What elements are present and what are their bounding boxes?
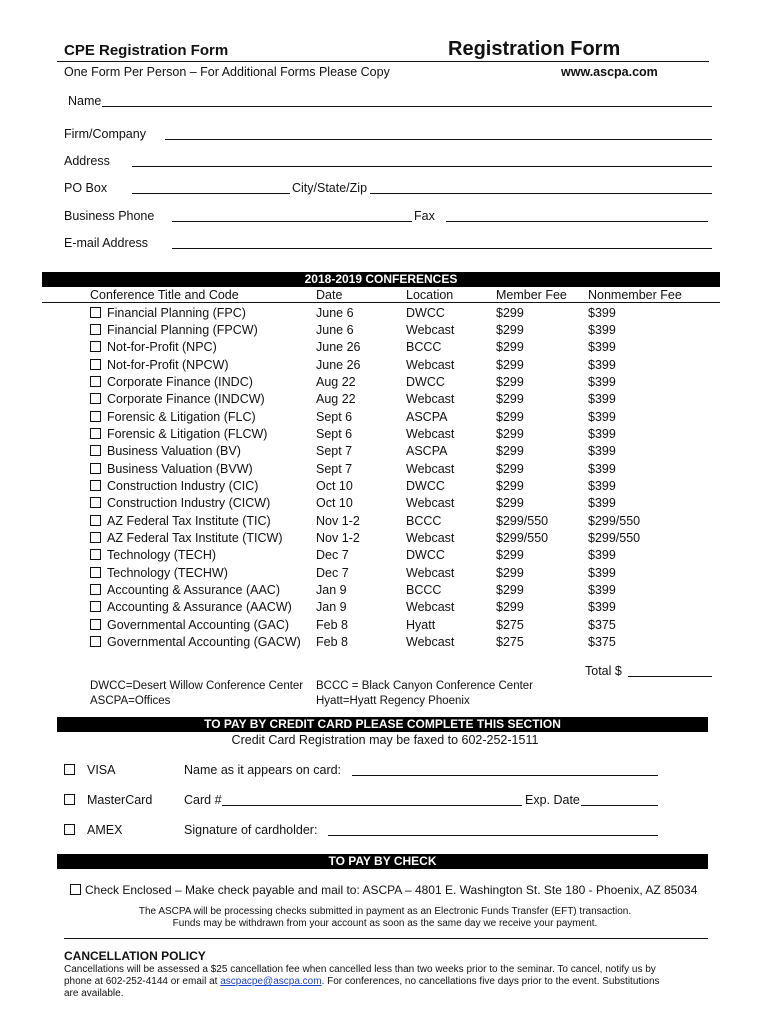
conference-row bbox=[0, 513, 770, 530]
firm-field[interactable] bbox=[165, 139, 712, 140]
conference-checkbox[interactable] bbox=[90, 480, 101, 491]
conference-checkbox[interactable] bbox=[90, 376, 101, 387]
conference-title bbox=[90, 617, 289, 634]
conference-checkbox[interactable] bbox=[90, 532, 101, 543]
fax-note: Credit Card Registration may be faxed to 602-252-1511 bbox=[231, 733, 539, 747]
member-fee: $299 bbox=[496, 340, 524, 355]
conference-title-text: Financial Planning (FPCW) bbox=[107, 322, 258, 337]
conference-date: Jan 9 bbox=[316, 583, 347, 598]
visa-label: VISA bbox=[87, 763, 116, 777]
conference-title bbox=[90, 513, 271, 530]
nonmember-fee: $399 bbox=[588, 461, 616, 476]
conference-title-text: Corporate Finance (INDCW) bbox=[107, 392, 265, 407]
nonmember-fee: $399 bbox=[588, 479, 616, 493]
member-fee: $275 bbox=[496, 635, 524, 650]
eft-note-2: Funds may be withdrawn from your account as soon as the same day we receive your payment. bbox=[172, 918, 598, 929]
conference-date: Oct 10 bbox=[316, 479, 353, 493]
nonmember-fee: $399 bbox=[588, 444, 616, 459]
conference-title-text: Governmental Accounting (GACW) bbox=[107, 635, 301, 650]
conference-row bbox=[0, 391, 770, 408]
col-title: Conference Title and Code bbox=[90, 288, 239, 302]
conference-date: Oct 10 bbox=[316, 496, 353, 511]
conference-row bbox=[0, 461, 770, 478]
conference-title bbox=[90, 391, 265, 408]
conference-date: Nov 1-2 bbox=[316, 513, 360, 528]
conference-checkbox[interactable] bbox=[90, 393, 101, 404]
conference-row bbox=[0, 339, 770, 356]
conference-checkbox[interactable] bbox=[90, 549, 101, 560]
conference-date: Aug 22 bbox=[316, 374, 356, 389]
conference-checkbox[interactable] bbox=[90, 619, 101, 630]
nonmember-fee: $299/550 bbox=[588, 531, 641, 546]
col-member-fee: Member Fee bbox=[496, 288, 567, 302]
conferences-header-bar: 2018-2019 CONFERENCES bbox=[42, 272, 720, 287]
nonmember-fee: $399 bbox=[588, 600, 616, 615]
nonmember-fee: $399 bbox=[588, 305, 616, 320]
conference-row bbox=[0, 374, 770, 391]
member-fee: $299 bbox=[496, 479, 524, 493]
legend-ascpa: ASCPA=Offices bbox=[90, 695, 171, 707]
conference-checkbox[interactable] bbox=[90, 324, 101, 335]
conference-location: BCCC bbox=[406, 513, 442, 528]
member-fee: $299 bbox=[496, 426, 524, 441]
conference-title bbox=[90, 582, 280, 599]
check-enclosed-checkbox[interactable] bbox=[70, 884, 81, 895]
eft-note-1: The ASCPA will be processing checks submitted in payment as an Electronic Funds Transfer (EFT) transaction. bbox=[138, 906, 632, 917]
nonmember-fee: $399 bbox=[588, 340, 616, 355]
conference-date: Jan 9 bbox=[316, 600, 347, 615]
conference-title-text: Not-for-Profit (NPC) bbox=[107, 340, 217, 355]
conference-header-rule bbox=[42, 302, 720, 303]
check-enclosed-option[interactable] bbox=[70, 883, 697, 897]
address-label: Address bbox=[64, 154, 110, 168]
city-state-zip-label: City/State/Zip bbox=[292, 181, 368, 195]
conference-row bbox=[0, 426, 770, 443]
conference-row bbox=[0, 582, 770, 599]
conference-location: ASCPA bbox=[406, 409, 448, 424]
conference-date: June 6 bbox=[316, 305, 354, 320]
conference-title bbox=[90, 443, 241, 460]
conference-date: Dec 7 bbox=[316, 565, 349, 580]
conference-title-text: Forensic & Litigation (FLC) bbox=[107, 409, 256, 424]
conference-title bbox=[90, 478, 258, 495]
name-label: Name bbox=[68, 94, 102, 108]
conference-date: Sept 6 bbox=[316, 426, 353, 441]
conference-title-text: AZ Federal Tax Institute (TIC) bbox=[107, 513, 271, 528]
conference-row bbox=[0, 478, 770, 495]
nonmember-fee: $399 bbox=[588, 426, 616, 441]
po-box-label: PO Box bbox=[64, 181, 108, 195]
conference-title-text: Business Valuation (BVW) bbox=[107, 461, 253, 476]
member-fee: $299/550 bbox=[496, 531, 549, 546]
legend-bccc: BCCC = Black Canyon Conference Center bbox=[316, 680, 534, 692]
fax-label: Fax bbox=[414, 209, 435, 223]
conference-row bbox=[0, 617, 770, 634]
conference-title bbox=[90, 634, 301, 651]
conference-location: Webcast bbox=[406, 531, 455, 546]
member-fee: $299 bbox=[496, 409, 524, 424]
subtitle: One Form Per Person – For Additional Forms Please Copy bbox=[64, 65, 390, 79]
conference-title bbox=[90, 495, 270, 512]
card-number-label: Card # bbox=[184, 793, 222, 807]
member-fee: $299 bbox=[496, 583, 524, 598]
conference-date: Feb 8 bbox=[316, 617, 348, 632]
cancellation-title: CANCELLATION POLICY bbox=[64, 949, 206, 963]
signature-field[interactable] bbox=[328, 835, 658, 836]
conference-location: DWCC bbox=[406, 305, 445, 320]
col-date: Date bbox=[316, 288, 343, 302]
card-name-field[interactable] bbox=[352, 775, 658, 776]
conference-row bbox=[0, 443, 770, 460]
legend-hyatt: Hyatt=Hyatt Regency Phoenix bbox=[316, 695, 470, 707]
form-title: CPE Registration Form bbox=[64, 42, 229, 59]
conference-title-text: Accounting & Assurance (AACW) bbox=[107, 600, 292, 615]
conference-row bbox=[0, 357, 770, 374]
exp-date-field[interactable] bbox=[581, 805, 658, 806]
conference-title-text: Corporate Finance (INDC) bbox=[107, 374, 253, 389]
conference-location: Webcast bbox=[406, 635, 455, 650]
cancellation-text-b: . For conferences, no cancellations five days prior to the event. Substitutions are available. bbox=[64, 976, 660, 999]
conference-checkbox[interactable] bbox=[90, 584, 101, 595]
conference-title bbox=[90, 565, 228, 582]
conference-row bbox=[0, 634, 770, 651]
website: www.ascpa.com bbox=[561, 65, 658, 79]
cancellation-text-a: Cancellations will be assessed a $25 cancellation fee when cancelled less than two weeks prior to the seminar. To cancel, notify us by phone at 602-252-4144 or email at bbox=[64, 964, 656, 987]
fax-field[interactable] bbox=[446, 221, 708, 222]
conference-title bbox=[90, 461, 253, 478]
conference-date: Aug 22 bbox=[316, 392, 356, 407]
conference-location: Webcast bbox=[406, 426, 455, 441]
big-title: Registration Form bbox=[448, 38, 621, 60]
conference-row bbox=[0, 565, 770, 582]
conference-checkbox[interactable] bbox=[90, 445, 101, 456]
conference-location: DWCC bbox=[406, 479, 445, 493]
nonmember-fee: $399 bbox=[588, 565, 616, 580]
conference-title bbox=[90, 426, 267, 443]
conference-checkbox[interactable] bbox=[90, 567, 101, 578]
conference-location: BCCC bbox=[406, 583, 442, 598]
nonmember-fee: $399 bbox=[588, 548, 616, 563]
conference-location: DWCC bbox=[406, 548, 445, 563]
amex-checkbox[interactable] bbox=[64, 824, 75, 835]
conference-title bbox=[90, 530, 283, 547]
conference-checkbox[interactable] bbox=[90, 497, 101, 508]
conference-title-text: AZ Federal Tax Institute (TICW) bbox=[107, 531, 283, 546]
cancellation-email-link[interactable]: ascpacpe@ascpa.com bbox=[220, 976, 322, 987]
member-fee: $299 bbox=[496, 565, 524, 580]
card-number-field[interactable] bbox=[222, 805, 522, 806]
member-fee: $299 bbox=[496, 392, 524, 407]
member-fee: $299 bbox=[496, 305, 524, 320]
conference-date: Sept 7 bbox=[316, 444, 353, 459]
conference-location: Webcast bbox=[406, 392, 455, 407]
conference-checkbox[interactable] bbox=[90, 601, 101, 612]
conference-checkbox[interactable] bbox=[90, 341, 101, 352]
conference-row bbox=[0, 305, 770, 322]
nonmember-fee: $399 bbox=[588, 583, 616, 598]
conference-date: June 26 bbox=[316, 357, 361, 372]
member-fee: $299 bbox=[496, 374, 524, 389]
nonmember-fee: $399 bbox=[588, 496, 616, 511]
conference-title-text: Construction Industry (CICW) bbox=[107, 496, 271, 511]
conference-date: Feb 8 bbox=[316, 635, 348, 650]
conference-checkbox[interactable] bbox=[90, 411, 101, 422]
total-field[interactable] bbox=[628, 676, 712, 677]
conference-date: Sept 7 bbox=[316, 461, 353, 476]
conference-title bbox=[90, 547, 216, 564]
member-fee: $299 bbox=[496, 444, 524, 459]
check-header-bar: TO PAY BY CHECK bbox=[57, 854, 708, 869]
nonmember-fee: $399 bbox=[588, 392, 616, 407]
conference-title-text: Accounting & Assurance (AAC) bbox=[107, 583, 280, 598]
name-field[interactable] bbox=[102, 106, 712, 107]
conference-checkbox[interactable] bbox=[90, 359, 101, 370]
firm-label: Firm/Company bbox=[64, 127, 146, 141]
member-fee: $299 bbox=[496, 322, 524, 337]
mastercard-checkbox[interactable] bbox=[64, 794, 75, 805]
nonmember-fee: $299/550 bbox=[588, 513, 641, 528]
member-fee: $299 bbox=[496, 496, 524, 511]
conference-title bbox=[90, 409, 256, 426]
conference-checkbox[interactable] bbox=[90, 515, 101, 526]
conference-date: Dec 7 bbox=[316, 548, 349, 563]
member-fee: $299/550 bbox=[496, 513, 549, 528]
po-box-field[interactable] bbox=[132, 193, 290, 194]
conference-date: June 6 bbox=[316, 322, 354, 337]
check-divider bbox=[64, 938, 708, 939]
conference-row bbox=[0, 495, 770, 512]
conference-title-text: Business Valuation (BV) bbox=[107, 444, 241, 459]
conference-title-text: Technology (TECHW) bbox=[107, 565, 228, 580]
city-state-zip-field[interactable] bbox=[370, 193, 712, 194]
col-location: Location bbox=[406, 288, 454, 302]
exp-date-label: Exp. Date bbox=[525, 793, 580, 807]
conference-title-text: Financial Planning (FPC) bbox=[107, 305, 246, 320]
conference-checkbox[interactable] bbox=[90, 463, 101, 474]
address-field[interactable] bbox=[132, 166, 712, 167]
conference-title-text: Governmental Accounting (GAC) bbox=[107, 617, 290, 632]
conference-row bbox=[0, 599, 770, 616]
conference-row bbox=[0, 547, 770, 564]
conference-title-text: Construction Industry (CIC) bbox=[107, 479, 259, 493]
conference-title bbox=[90, 374, 253, 391]
cancellation-text bbox=[64, 964, 674, 1000]
conference-location: Webcast bbox=[406, 461, 455, 476]
col-nonmember-fee: Nonmember Fee bbox=[588, 288, 682, 302]
business-phone-label: Business Phone bbox=[64, 209, 155, 223]
conference-title bbox=[90, 322, 258, 339]
header-rule bbox=[57, 61, 709, 62]
conference-title-text: Technology (TECH) bbox=[107, 548, 217, 563]
conference-date: Nov 1-2 bbox=[316, 531, 360, 546]
conference-location: Webcast bbox=[406, 322, 455, 337]
conference-title bbox=[90, 305, 246, 322]
nonmember-fee: $375 bbox=[588, 617, 616, 632]
conference-checkbox[interactable] bbox=[90, 428, 101, 439]
conference-location: Webcast bbox=[406, 565, 455, 580]
credit-card-header-bar: TO PAY BY CREDIT CARD PLEASE COMPLETE THIS SECTION bbox=[57, 717, 708, 732]
conference-location: BCCC bbox=[406, 340, 442, 355]
nonmember-fee: $399 bbox=[588, 409, 616, 424]
conference-row bbox=[0, 409, 770, 426]
nonmember-fee: $399 bbox=[588, 322, 616, 337]
card-name-label: Name as it appears on card: bbox=[184, 763, 342, 777]
conference-title-text: Forensic & Litigation (FLCW) bbox=[107, 426, 268, 441]
legend-dwcc: DWCC=Desert Willow Conference Center bbox=[90, 680, 304, 692]
conference-location: Webcast bbox=[406, 357, 455, 372]
conference-date: June 26 bbox=[316, 340, 361, 355]
mastercard-option[interactable] bbox=[64, 793, 152, 807]
visa-checkbox[interactable] bbox=[64, 764, 75, 775]
member-fee: $299 bbox=[496, 600, 524, 615]
conference-location: DWCC bbox=[406, 374, 445, 389]
visa-option[interactable] bbox=[64, 763, 116, 777]
check-enclosed-label: Check Enclosed – Make check payable and mail to: ASCPA – 4801 E. Washington St. Ste 180 - Phoenix, AZ 85034 bbox=[85, 883, 698, 897]
business-phone-field[interactable] bbox=[172, 221, 412, 222]
conference-title bbox=[90, 339, 217, 356]
conference-location: ASCPA bbox=[406, 444, 448, 459]
nonmember-fee: $399 bbox=[588, 357, 616, 372]
conference-column-headers bbox=[0, 288, 770, 303]
conference-checkbox[interactable] bbox=[90, 307, 101, 318]
member-fee: $299 bbox=[496, 461, 524, 476]
conference-row bbox=[0, 530, 770, 547]
conference-title bbox=[90, 357, 229, 374]
amex-option[interactable] bbox=[64, 823, 122, 837]
signature-label: Signature of cardholder: bbox=[184, 823, 318, 837]
conference-location: Webcast bbox=[406, 496, 455, 511]
conference-location: Webcast bbox=[406, 600, 455, 615]
conference-date: Sept 6 bbox=[316, 409, 353, 424]
mastercard-label: MasterCard bbox=[87, 793, 153, 807]
conference-title bbox=[90, 599, 292, 616]
conference-checkbox[interactable] bbox=[90, 636, 101, 647]
member-fee: $275 bbox=[496, 617, 524, 632]
total-label: Total $ bbox=[585, 664, 622, 678]
amex-label: AMEX bbox=[87, 823, 123, 837]
nonmember-fee: $399 bbox=[588, 374, 616, 389]
conference-location: Hyatt bbox=[406, 617, 436, 632]
conference-row bbox=[0, 322, 770, 339]
member-fee: $299 bbox=[496, 548, 524, 563]
email-field[interactable] bbox=[172, 248, 712, 249]
nonmember-fee: $375 bbox=[588, 635, 616, 650]
member-fee: $299 bbox=[496, 357, 524, 372]
conference-title-text: Not-for-Profit (NPCW) bbox=[107, 357, 229, 372]
email-label: E-mail Address bbox=[64, 236, 149, 250]
